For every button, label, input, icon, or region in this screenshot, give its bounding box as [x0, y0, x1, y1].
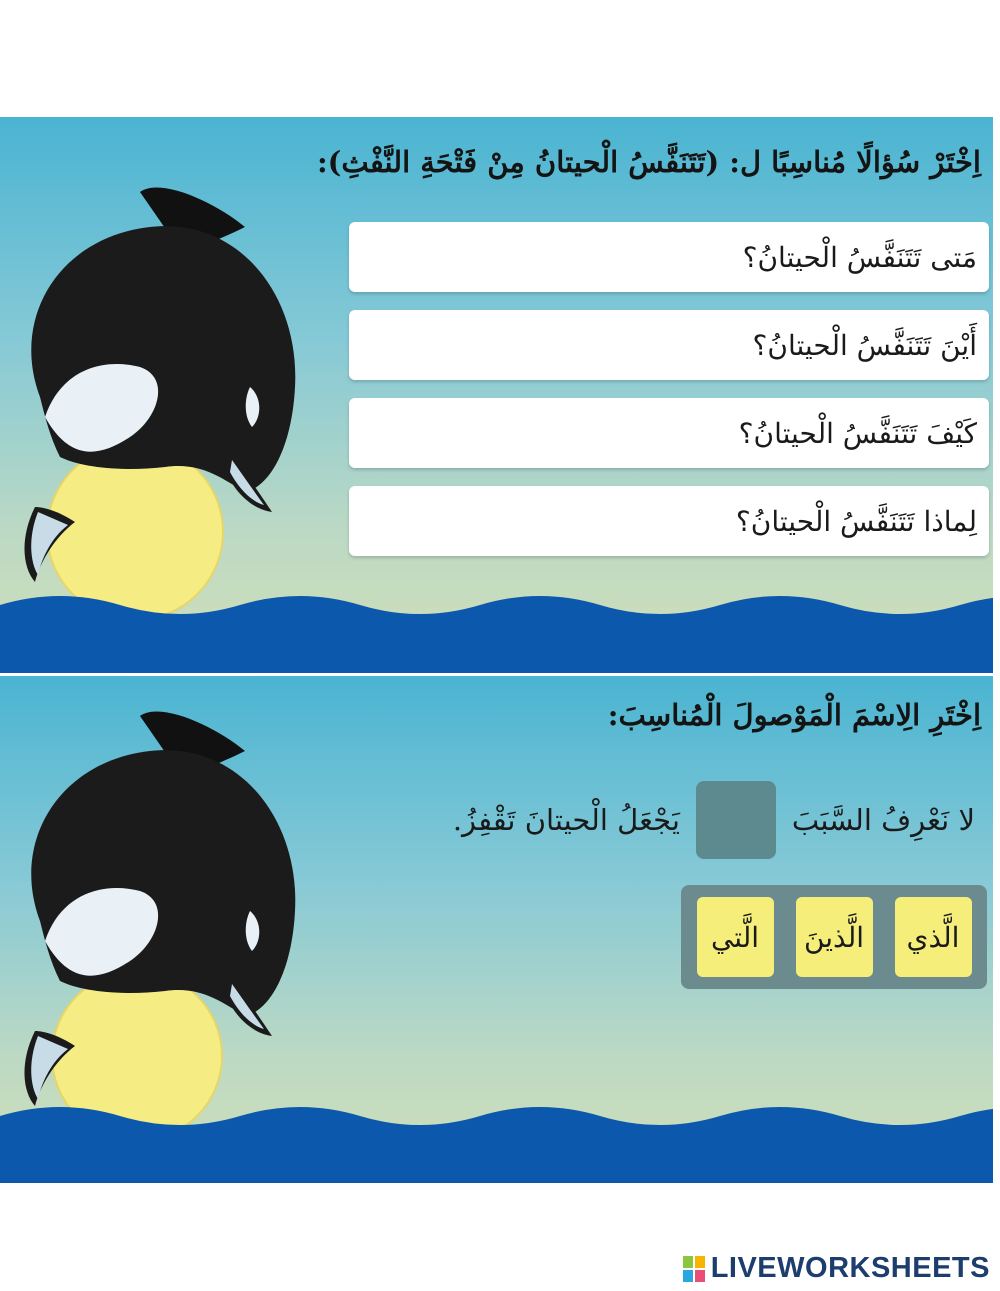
- ocean-scene: [0, 117, 993, 673]
- sentence-end: يَجْعَلُ الْحيتانَ تَقْفِزُ.: [452, 803, 680, 837]
- question-panel-1: [0, 117, 993, 673]
- brand-name: LIVEWORKSHEETS: [710, 1252, 990, 1284]
- choice-alladhina[interactable]: الَّذينَ: [796, 897, 873, 977]
- liveworksheets-logo-icon: [683, 1256, 705, 1282]
- sentence-start: لا نَعْرِفُ السَّبَبَ: [791, 803, 975, 837]
- question-panel-2: [0, 676, 993, 1183]
- sun-illustration: [47, 444, 223, 620]
- answer-option-when[interactable]: مَتى تَتَنَفَّسُ الْحيتانُ؟: [349, 222, 989, 292]
- liveworksheets-logo: [683, 1252, 990, 1285]
- answer-option-where[interactable]: أَيْنَ تَتَنَفَّسُ الْحيتانُ؟: [349, 310, 989, 380]
- fill-in-sentence: [453, 780, 975, 860]
- answer-drop-slot[interactable]: [696, 781, 776, 859]
- answer-option-why[interactable]: لِماذا تَتَنَفَّسُ الْحيتانُ؟: [349, 486, 989, 556]
- answer-option-how[interactable]: كَيْفَ تَتَنَفَّسُ الْحيتانُ؟: [349, 398, 989, 468]
- question-title: اِخْتَرْ سُؤالًا مُناسِبًا ل: (تَتَنَفَّسُ الْحيتانُ مِنْ فَتْحَةِ النَّفْثِ):: [316, 145, 981, 179]
- question-title: اِخْتَرِ الِاسْمَ الْمَوْصولَ الْمُناسِبَ:: [607, 698, 981, 732]
- choice-alladhi[interactable]: الَّذي: [895, 897, 972, 977]
- choices-tray: [681, 885, 987, 989]
- choice-allati[interactable]: الَّتي: [697, 897, 774, 977]
